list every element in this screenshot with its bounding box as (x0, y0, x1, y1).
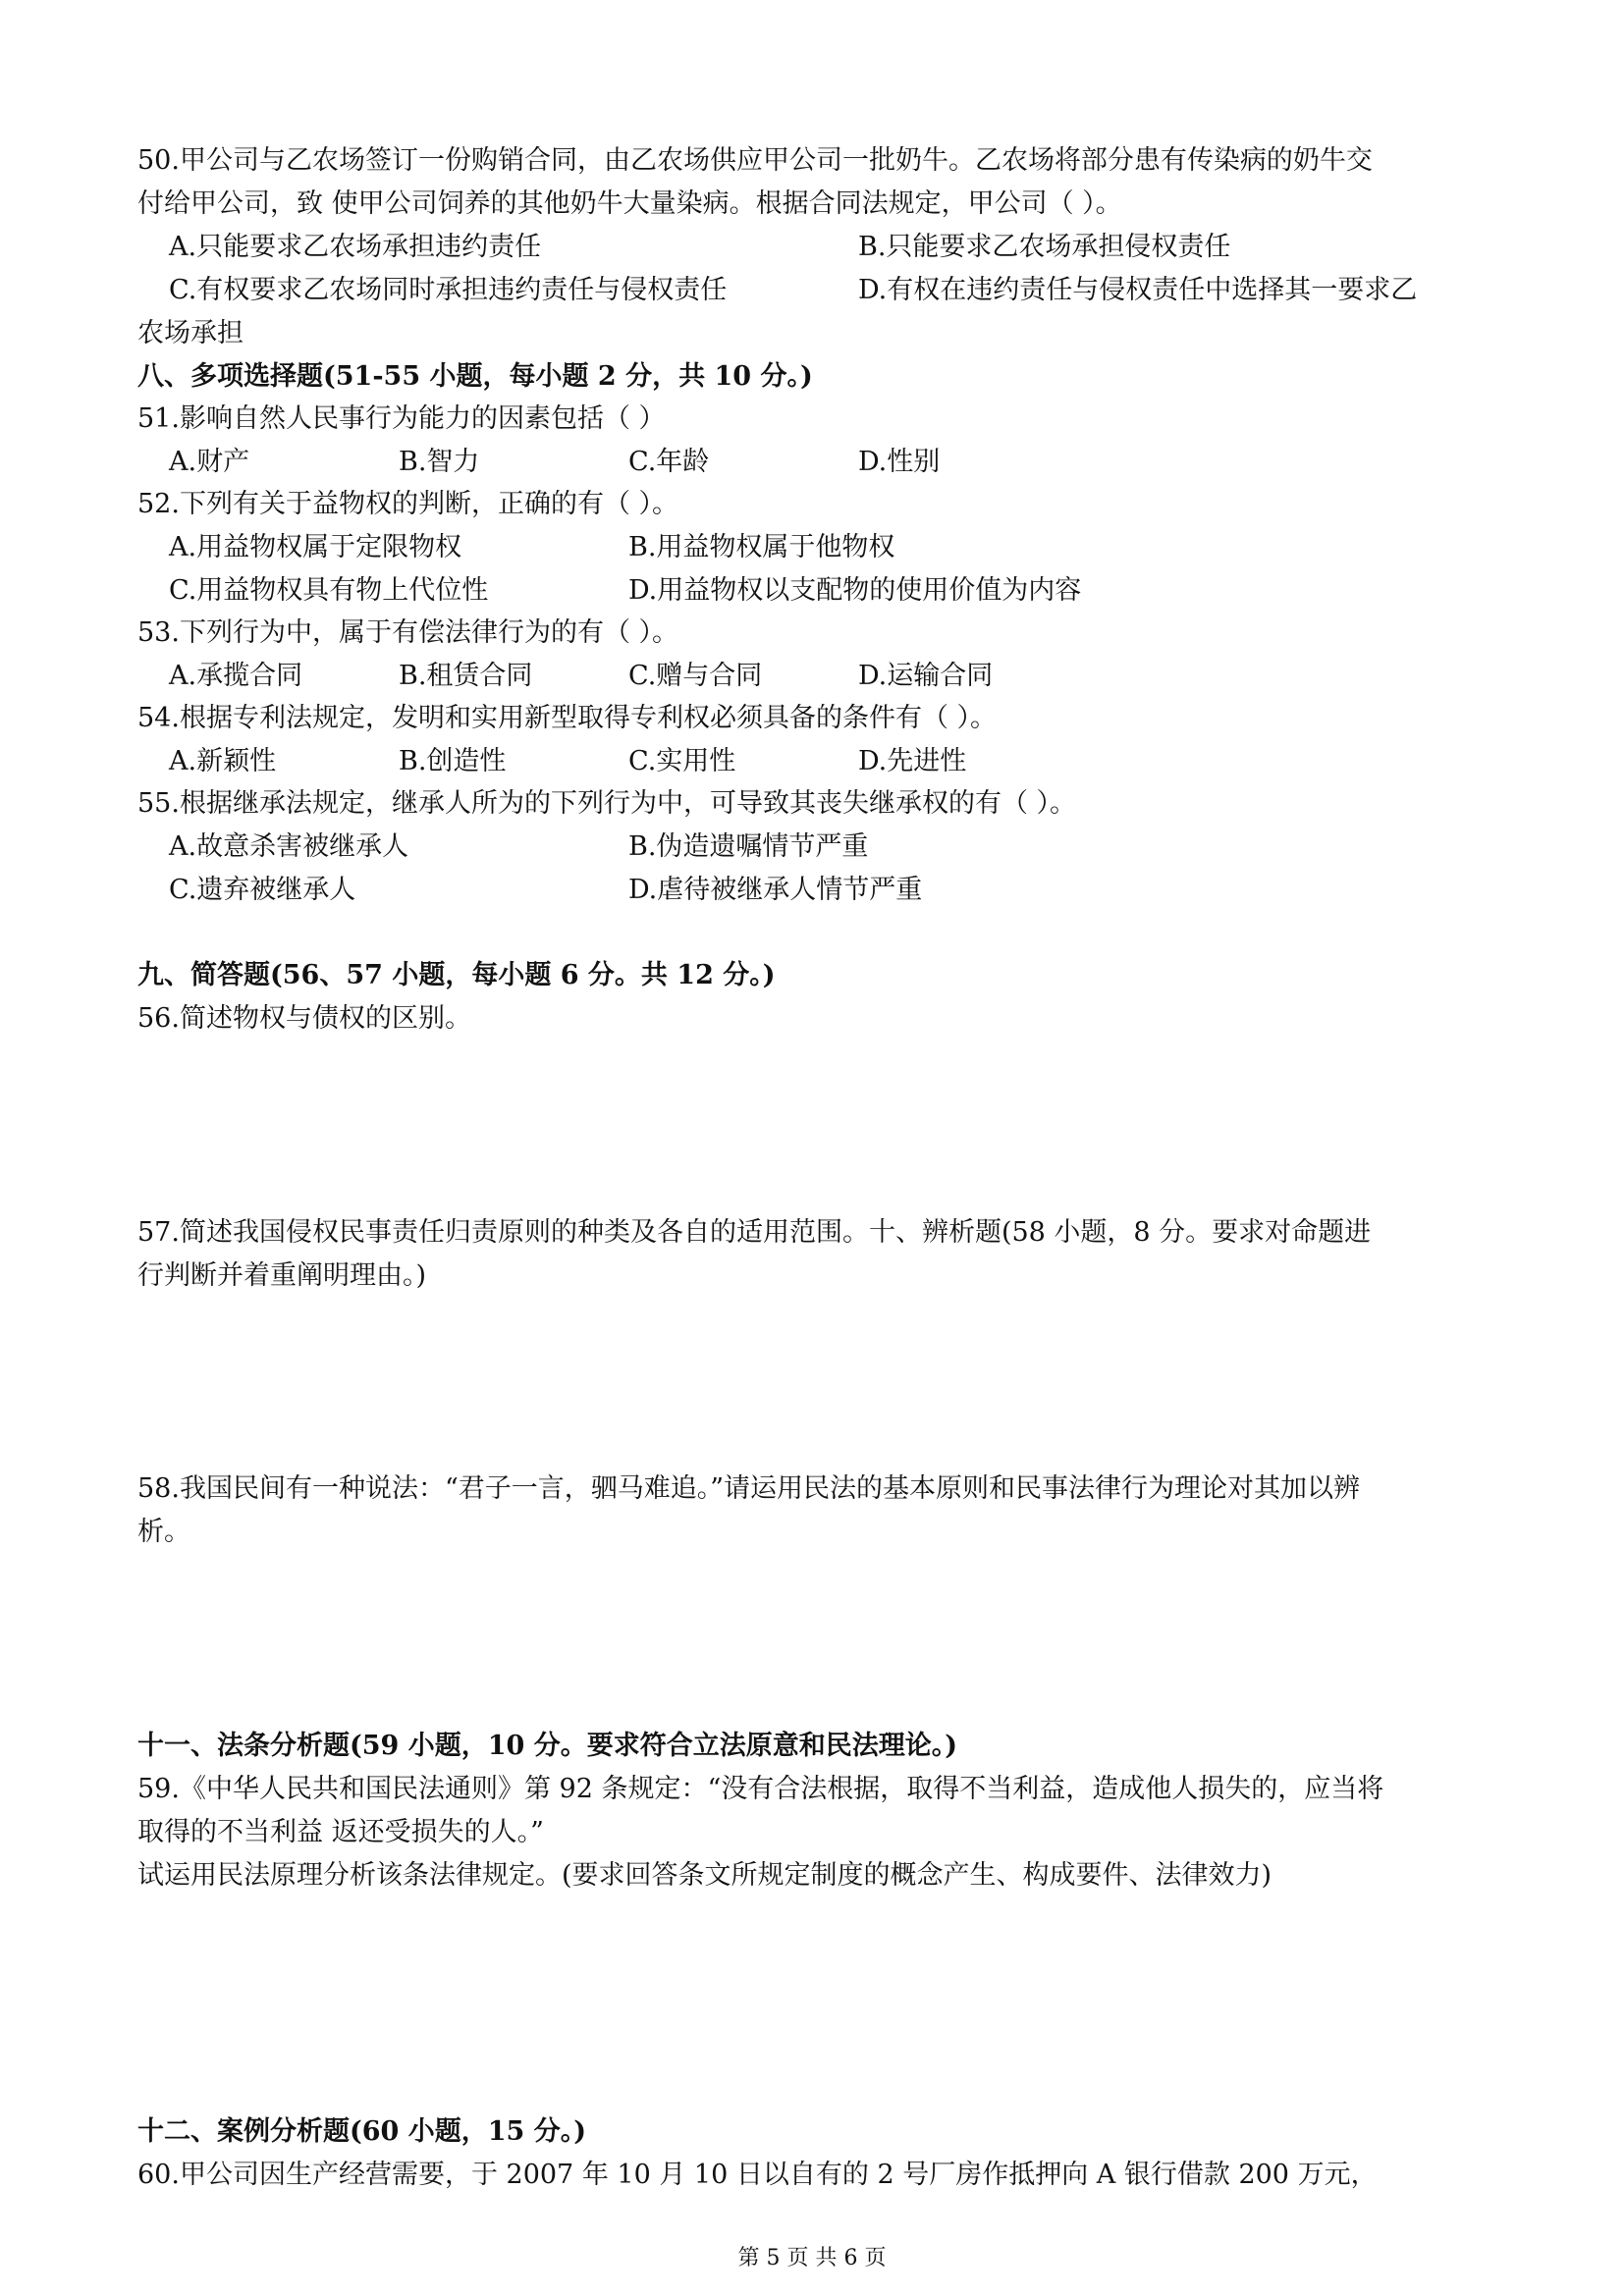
q55-option-d: D.虐待被继承人情节严重 (628, 875, 923, 905)
q55-stem: 55.根据继承法规定，继承人所为的下列行为中，可导致其丧失继承权的有（ ）。 (137, 788, 1077, 819)
q50-stem-line2: 付给甲公司，致 使甲公司饲养的其他奶牛大量染病。根据合同法规定，甲公司（ ）。 (137, 188, 1122, 219)
q56-question: 56.简述物权与债权的区别。 (137, 1003, 471, 1034)
q51-option-b: B.智力 (399, 447, 480, 477)
section-8-heading: 八、多项选择题(51-55 小题，每小题 2 分，共 10 分。) (137, 361, 813, 392)
q50-option-d-cont: 农场承担 (137, 318, 244, 348)
q53-option-d: D.运输合同 (858, 661, 994, 691)
q50-stem-line1: 50.甲公司与乙农场签订一份购销合同，由乙农场供应甲公司一批奶牛。乙农场将部分患有传染病的奶牛交 (137, 145, 1373, 176)
q51-option-a: A.财产 (169, 447, 250, 477)
q53-option-a: A.承揽合同 (169, 661, 303, 691)
q54-option-c: C.实用性 (628, 746, 736, 776)
q52-option-b: B.用益物权属于他物权 (628, 532, 895, 562)
q55-option-c: C.遗弃被继承人 (169, 875, 356, 905)
q54-option-d: D.先进性 (858, 746, 967, 776)
q58-line2: 析。 (137, 1517, 190, 1547)
q51-stem: 51.影响自然人民事行为能力的因素包括（ ） (137, 403, 666, 434)
q60-line1: 60.甲公司因生产经营需要，于 2007 年 10 月 10 日以自有的 2 号厂房作抵押向 A 银行借款 200 万元， (137, 2160, 1378, 2190)
q59-line3: 试运用民法原理分析该条法律规定。(要求回答条文所规定制度的概念产生、构成要件、法律效力) (137, 1860, 1272, 1891)
q54-stem: 54.根据专利法规定，发明和实用新型取得专利权必须具备的条件有（ ）。 (137, 703, 998, 733)
q58-line1: 58.我国民间有一种说法：“君子一言，驷马难追。”请运用民法的基本原则和民事法律行为理论对其加以辨 (137, 1473, 1361, 1504)
q52-option-c: C.用益物权具有物上代位性 (169, 575, 489, 606)
q52-stem: 52.下列有关于益物权的判断，正确的有（ ）。 (137, 489, 679, 519)
q59-line2: 取得的不当利益 返还受损失的人。” (137, 1817, 544, 1847)
q51-option-d: D.性别 (858, 447, 941, 477)
q54-option-a: A.新颖性 (169, 746, 277, 776)
page-footer: 第 5 页 共 6 页 (737, 2246, 887, 2270)
section-11-heading: 十一、法条分析题(59 小题，10 分。要求符合立法原意和民法理论。) (137, 1731, 957, 1761)
q53-stem: 53.下列行为中，属于有偿法律行为的有（ ）。 (137, 617, 679, 648)
q53-option-c: C.赠与合同 (628, 661, 763, 691)
q51-option-c: C.年龄 (628, 447, 710, 477)
q50-option-a: A.只能要求乙农场承担违约责任 (169, 232, 542, 262)
q57-line2: 行判断并着重阐明理由。) (137, 1260, 427, 1291)
q50-option-d: D.有权在违约责任与侵权责任中选择其一要求乙 (858, 275, 1418, 305)
q55-option-b: B.伪造遗嘱情节严重 (628, 831, 869, 862)
q54-option-b: B.创造性 (399, 746, 507, 776)
section-12-heading: 十二、案例分析题(60 小题，15 分。) (137, 2116, 586, 2147)
q55-option-a: A.故意杀害被继承人 (169, 831, 409, 862)
q59-line1: 59.《中华人民共和国民法通则》第 92 条规定：“没有合法根据，取得不当利益，造成他人损失的，应当将 (137, 1774, 1384, 1804)
q50-option-c: C.有权要求乙农场同时承担违约责任与侵权责任 (169, 275, 728, 305)
q52-option-d: D.用益物权以支配物的使用价值为内容 (628, 575, 1082, 606)
q50-option-b: B.只能要求乙农场承担侵权责任 (858, 232, 1231, 262)
section-9-heading: 九、简答题(56、57 小题，每小题 6 分。共 12 分。) (137, 960, 776, 990)
q57-line1: 57.简述我国侵权民事责任归责原则的种类及各自的适用范围。十、辨析题(58 小题，8 分。要求对命题进 (137, 1217, 1372, 1248)
q52-option-a: A.用益物权属于定限物权 (169, 532, 462, 562)
q53-option-b: B.租赁合同 (399, 661, 533, 691)
